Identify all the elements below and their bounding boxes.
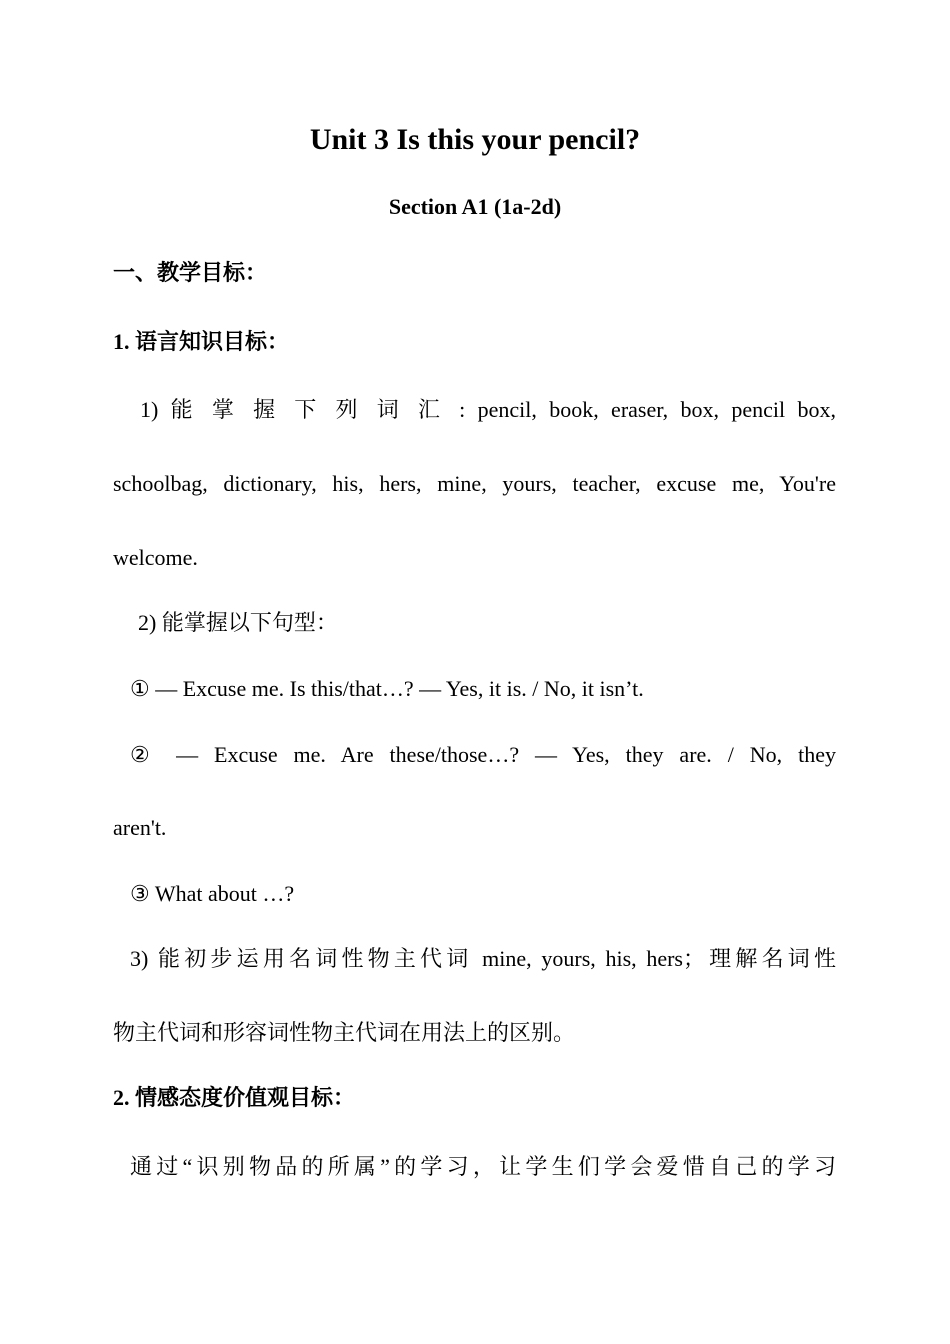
document-title: Unit 3 Is this your pencil? [309, 123, 641, 156]
pronoun-goal-line-2: 物主代词和形容词性物主代词在用法上的区别。 [113, 1020, 576, 1045]
sentence-pattern-2-line-2: aren't. [113, 815, 167, 840]
vocab-paragraph-line-1: 1) 能 掌 握 下 列 词 汇 : pencil, book, eraser, box, pencil box, [140, 397, 836, 422]
vocab-paragraph-line-2: schoolbag, dictionary, his, hers, mine, yours, teacher, excuse me, You're [113, 471, 836, 496]
section-heading-teaching-goals: 一、教学目标： [113, 260, 268, 285]
sentence-pattern-2-line-1: ② — Excuse me. Are these/those…? — Yes, they are. / No, they [130, 742, 836, 767]
goal-heading-language-knowledge: 1. 语言知识目标： [113, 329, 290, 354]
emotion-goal-line-1: 通过“识别物品的所属”的学习，让学生们学会爱惜自己的学习 [130, 1154, 837, 1179]
vocab-paragraph-line-3: welcome. [113, 545, 198, 570]
sentence-pattern-3: ③ What about …? [130, 881, 295, 906]
sentence-pattern-1: ① — Excuse me. Is this/that…? — Yes, it is. / No, it isn’t. [130, 676, 644, 701]
document-subtitle: Section A1 (1a-2d) [388, 194, 562, 219]
goal-heading-emotional-values: 2. 情感态度价值观目标： [113, 1085, 356, 1110]
pronoun-goal-line-1: 3) 能初步运用名词性物主代词 mine, yours, his, hers；理解名词性 [130, 946, 836, 971]
sentence-patterns-intro: 2) 能掌握以下句型： [138, 610, 338, 635]
